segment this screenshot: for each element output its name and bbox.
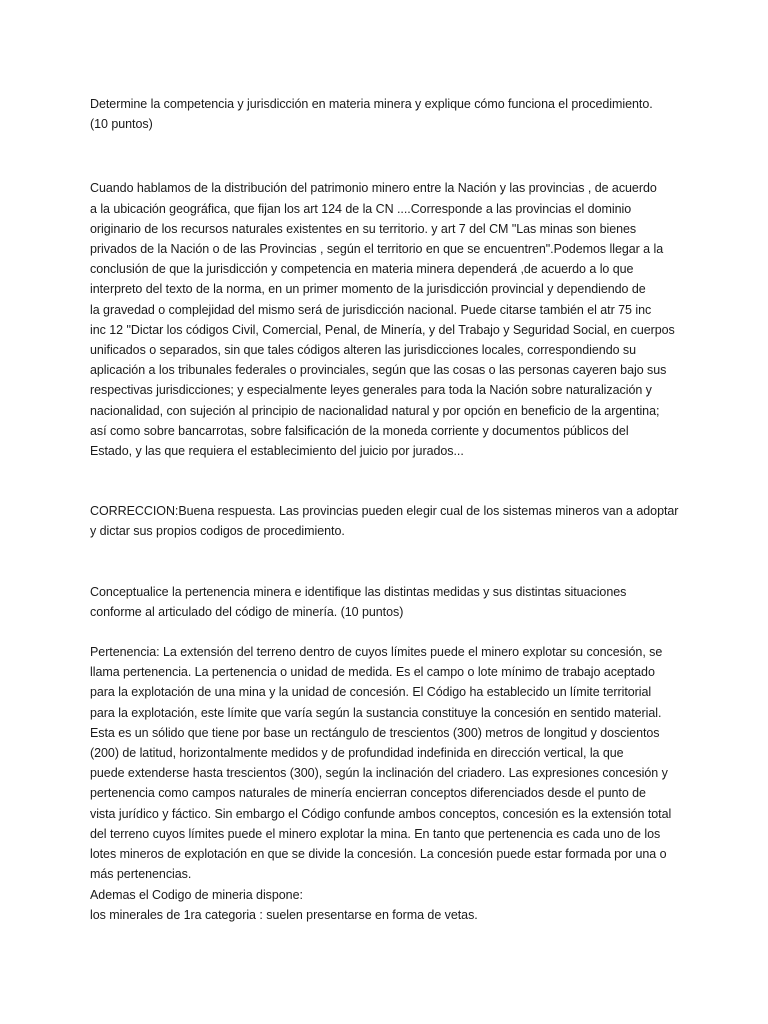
spacer [90,542,690,582]
question-1: Determine la competencia y jurisdicción en materia minera y explique cómo funciona el procedimiento. (10 puntos) [90,97,653,132]
answer-2: Pertenencia: La extensión del terreno dentro de cuyos límites puede el minero explotar su concesión, se llama pertenencia. La pertenencia o unidad de medida. Es el campo o lote mínimo de trabajo aceptado para la explotación de una mina y la unidad de concesión. El Código ha establecido un límite territorial para la explotación, este límite que varía según la sustancia constituye la concesión en sentido material. Esta es un sólido que tiene por base un rectángulo de trescientos (300) metros de longitud y doscientos (200) de latitud, horizontalmente medidos y de profundidad indefinida en dirección vertical, la que puede extenderse hasta trescientos (300), según la inclinación del criadero. Las expresiones concesión y pertenencia como campos naturales de minería encierran conceptos diferenciados desde el punto de vista jurídico y fáctico. Sin embargo el Código confunde ambos conceptos, concesión es la extensión total del terreno cuyos límites puede el minero explotar la mina. En tanto que pertenencia es cada uno de los lotes mineros de explotación en que se divide la concesión. La concesión puede estar formada por una o más pertenencias. Ademas el Codigo de mineria dispone: los minerales de 1ra categoria : suelen presentarse en forma de vetas. [90,645,672,922]
answer-1: Cuando hablamos de la distribución del patrimonio minero entre la Nación y las provincias , de acuerdo a la ubicación geográfica, que fijan los art 124 de la CN ....Corresponde a las provincias el dominio originario de los recursos naturales existentes en su territorio. y art 7 del CM "Las minas son bienes privados de la Nación o de las Provincias , según el territorio en que se encuentren".Podemos llegar a la conclusión de que la jurisdicción y competencia en materia minera dependerá ,de acuerdo a lo que interpreto del texto de la norma, en un primer momento de la jurisdicción provincial y dependiendo de la gravedad o complejidad del mismo será de jurisdicción nacional. Puede citarse también el atr 75 inc inc 12 "Dictar los códigos Civil, Comercial, Penal, de Minería, y del Trabajo y Seguridad Social, en cuerpos unificados o separados, sin que tales códigos alteren las jurisdicciones locales, correspondiendo su aplicación a los tribunales federales o provinciales, según que las cosas o las personas cayeren bajo sus respectivas jurisdicciones; y especialmente leyes generales para toda la Nación sobre naturalización y nacionalidad, con sujeción al principio de nacionalidad natural y por opción en beneficio de la argentina; así como sobre bancarrotas, sobre falsificación de la moneda corriente y documentos públicos del Estado, y las que requiera el establecimiento del juicio por jurados... [90,181,675,459]
spacer [90,461,690,501]
spacer [90,622,690,642]
spacer [90,134,690,178]
question-2: Conceptualice la pertenencia minera e identifique las distintas medidas y sus distintas situaciones conforme al articulado del código de minería. (10 puntos) [90,584,627,619]
correction-1: CORRECCION:Buena respuesta. Las provincias pueden elegir cual de los sistemas mineros van a adoptar y dictar sus propios codigos de procedimiento. [90,504,679,539]
document-page [90,94,690,925]
